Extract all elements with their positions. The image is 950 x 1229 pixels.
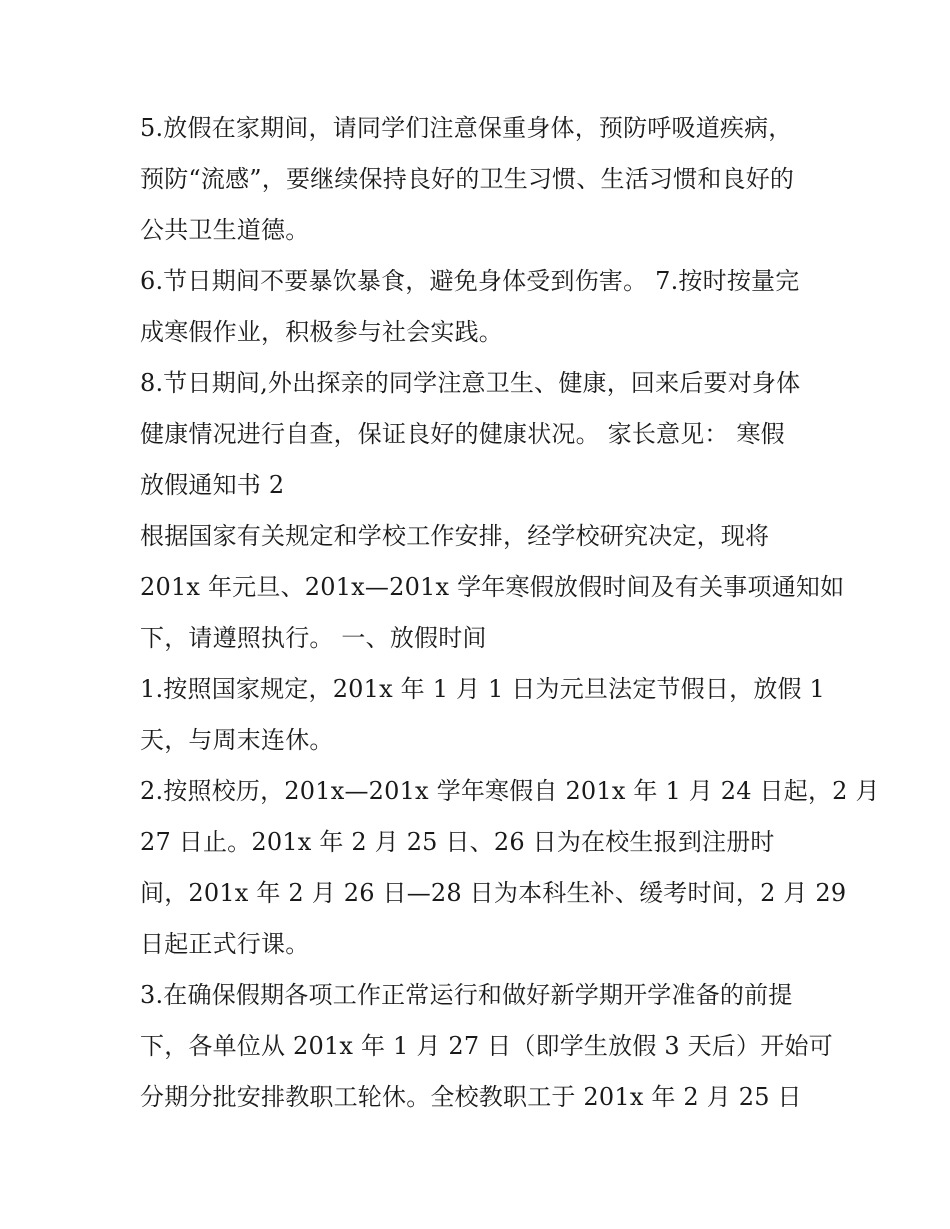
document-body xyxy=(140,103,880,1123)
text-line: 6.节日期间不要暴饮暴食，避免身体受到伤害。 7.按时按量完 xyxy=(140,267,800,295)
text-line: 2.按照校历，201x—201x 学年寒假自 201x 年 1 月 24 日起，2 月 xyxy=(140,777,880,805)
text-line: 成寒假作业，积极参与社会实践。 xyxy=(140,318,503,346)
text-line: 天，与周末连休。 xyxy=(140,726,334,754)
text-line: 下，各单位从 201x 年 1 月 27 日（即学生放假 3 天后）开始可 xyxy=(140,1032,833,1060)
text-line: 下，请遵照执行。 一、放假时间 xyxy=(140,624,487,652)
text-line: 5.放假在家期间，请同学们注意保重身体，预防呼吸道疾病， xyxy=(140,114,793,142)
text-line: 放假通知书 2 xyxy=(140,471,285,499)
text-line: 27 日止。201x 年 2 月 25 日、26 日为在校生报到注册时 xyxy=(140,828,775,856)
text-line: 公共卫生道德。 xyxy=(140,216,310,244)
text-line: 日起正式行课。 xyxy=(140,930,310,958)
text-line: 201x 年元旦、201x—201x 学年寒假放假时间及有关事项通知如 xyxy=(140,573,845,601)
text-line: 分期分批安排教职工轮休。全校教职工于 201x 年 2 月 25 日 xyxy=(140,1083,802,1111)
text-line: 间，201x 年 2 月 26 日—28 日为本科生补、缓考时间，2 月 29 xyxy=(140,879,847,907)
text-line: 根据国家有关规定和学校工作安排，经学校研究决定，现将 xyxy=(140,522,770,550)
text-line: 预防“流感”，要继续保持良好的卫生习惯、生活习惯和良好的 xyxy=(140,165,795,193)
text-line: 3.在确保假期各项工作正常运行和做好新学期开学准备的前提 xyxy=(140,981,793,1009)
text-line: 8.节日期间,外出探亲的同学注意卫生、健康，回来后要对身体 xyxy=(140,369,801,397)
text-line: 健康情况进行自查，保证良好的健康状况。 家长意见： 寒假 xyxy=(140,420,785,448)
text-line: 1.按照国家规定，201x 年 1 月 1 日为元旦法定节假日，放假 1 xyxy=(140,675,826,703)
